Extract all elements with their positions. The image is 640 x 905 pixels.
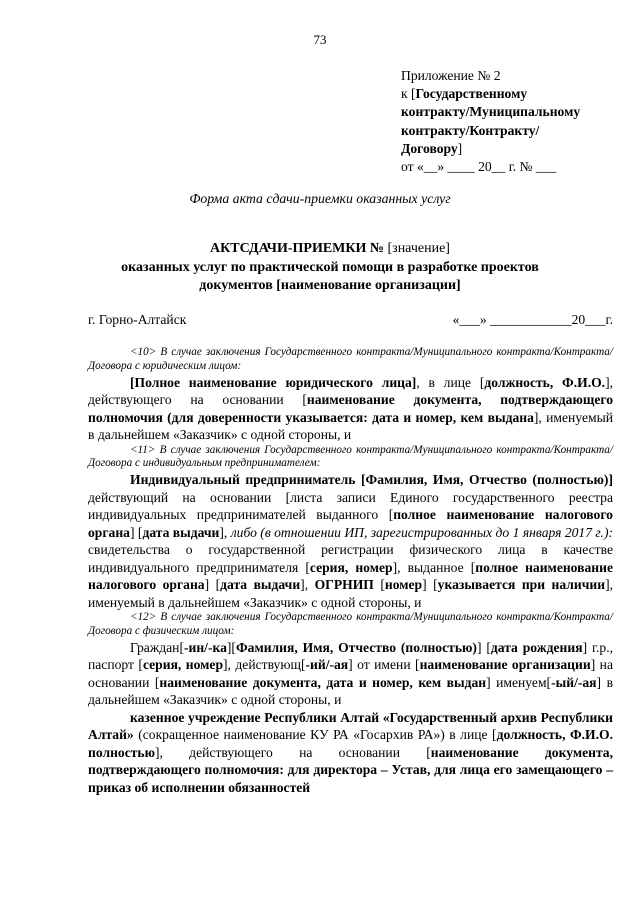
bold-text: наименование документа, подтверждающего полномочия (для доверенности указывается: дата и номер, кем выдана (88, 392, 614, 425)
text: ] на основании [ (88, 657, 613, 690)
bold-text: указывается при наличии (437, 577, 606, 593)
city-date-row (88, 311, 613, 329)
text: ], действующ[ (223, 657, 306, 673)
act-number-placeholder: [значение] (387, 241, 450, 256)
appendix-line-4: контракту/Контракту/ (401, 122, 540, 138)
act-title-line-3: документов [наименование организации] (199, 278, 461, 293)
bold-text: полное наименование налогового органа (88, 507, 613, 540)
text: ] именуем[ (486, 674, 552, 690)
text: ] [ (422, 577, 438, 593)
text: ], действующего на основании [ (155, 744, 431, 760)
act-title-line-1 (100, 240, 560, 259)
document-body (88, 346, 613, 796)
bold-text: должность, Ф.И.О. полностью (88, 727, 613, 760)
legal-entity-paragraph (88, 374, 613, 444)
appendix-bold-text: Договору (401, 140, 458, 156)
bold-text: казенное учреждение Республики Алтай «Государственный архив Республики Алтай» (88, 709, 613, 743)
form-title: Форма акта сдачи-приемки оказанных услуг (189, 191, 451, 206)
appendix-line-5 (401, 140, 611, 158)
bold-text: наименование документа, дата и номер, кем выдан (159, 674, 487, 690)
note-11: <11> В случае заключения Государственного контракта/Муниципального контракта/Контракта/Договора с индивидуальным предпринимателем: (88, 443, 613, 470)
bold-text: полное наименование налогового органа (88, 559, 613, 593)
executor-paragraph (88, 709, 613, 797)
appendix-text: к [ (401, 86, 416, 102)
text: [ (373, 577, 385, 593)
text: ] в дальнейшем «Заказчик» с одной стороны, и (88, 674, 613, 708)
text: ] от имени [ (348, 657, 420, 673)
text: ], выданное [ (392, 559, 476, 575)
text: , в лице [ (416, 374, 485, 390)
bold-text: номер (384, 577, 423, 593)
bold-text: Фамилия, Имя, Отчество (полностью) (235, 639, 477, 655)
bold-text: дата выдачи (220, 577, 301, 593)
bold-text: дата выдачи (142, 524, 220, 540)
bold-text: -ий/-ая (305, 657, 349, 673)
bold-text: наименование документа, подтверждающего полномочия: для директора – Устав, для лица его замещающего – приказ об исполнении обязанностей (88, 744, 613, 795)
text: Граждан[ (130, 639, 184, 655)
bold-text: Индивидуальный предприниматель [Фамилия, Имя, Отчество (полностью)] (130, 472, 613, 488)
bold-text: ОГРНИП (314, 577, 374, 593)
bold-text: [Полное наименование юридического лица] (130, 374, 417, 390)
appendix-line-1: Приложение № 2 (401, 68, 501, 83)
text: ], (300, 577, 315, 593)
text: ] [ (476, 639, 491, 655)
act-title-bold: АКТСДАЧИ-ПРИЕМКИ № (210, 241, 388, 256)
appendix-line-3: контракту/Муниципальному (401, 104, 581, 120)
date-placeholder: «___» ____________20___г. (452, 312, 613, 327)
text: ], действующего на основании [ (88, 374, 613, 408)
text: (сокращенное наименование КУ РА «Госархив РА») в лице [ (133, 727, 497, 743)
city-label: г. Горно-Алтайск (88, 312, 187, 327)
bold-text: дата рождения (490, 639, 583, 655)
bold-text: серия, номер (309, 559, 393, 575)
text: ], именуемый в дальнейшем «Заказчик» с одной стороны, и (88, 577, 614, 610)
individual-paragraph (88, 639, 613, 709)
bold-text: наименование организации (419, 657, 591, 673)
appendix-line-2 (401, 85, 611, 103)
bold-text: должность, Ф.И.О. (484, 374, 606, 390)
note-12: <12> В случае заключения Государственного контракта/Муниципального контракта/Контракта/Договора с физическим лицом: (88, 611, 613, 637)
act-title-line-2: оказанных услуг по практической помощи в разработке проектов (121, 259, 539, 275)
bold-text: -ый/-ая (551, 674, 597, 690)
act-title (100, 240, 560, 296)
text: ] г.р., паспорт [ (88, 639, 614, 673)
bold-text: серия, номер (142, 657, 224, 673)
bold-text: -ин/-ка (183, 639, 227, 655)
appendix-text: ] (457, 140, 463, 156)
page-number: 73 (313, 32, 327, 47)
appendix-line-6: от «__» ____ 20__ г. № ___ (401, 159, 557, 175)
appendix-block (401, 67, 611, 176)
text: ] [ (204, 577, 221, 593)
text: ] [ (129, 524, 143, 540)
individual-entrepreneur-paragraph (88, 471, 613, 611)
note-10: <10> В случае заключения Государственного контракта/Муниципального контракта/Контракта/Договора с юридическим лицом: (88, 346, 613, 372)
text: свидетельства о государственной регистрации физического лица в качестве индивидуального предпринимателя [ (88, 542, 613, 575)
text: ], (219, 524, 231, 540)
italic-text: либо (в отношении ИП, зарегистрированных до 1 января 2017 г.): (230, 524, 613, 540)
text: ][ (226, 639, 236, 655)
text: ], именуемый в дальнейшем «Заказчик» с одной стороны, и (88, 409, 613, 443)
appendix-bold-text: Государственному (415, 86, 528, 102)
text: действующий на основании [листа записи Единого государственного реестра индивидуальных предпринимателей выданного [ (88, 489, 613, 523)
